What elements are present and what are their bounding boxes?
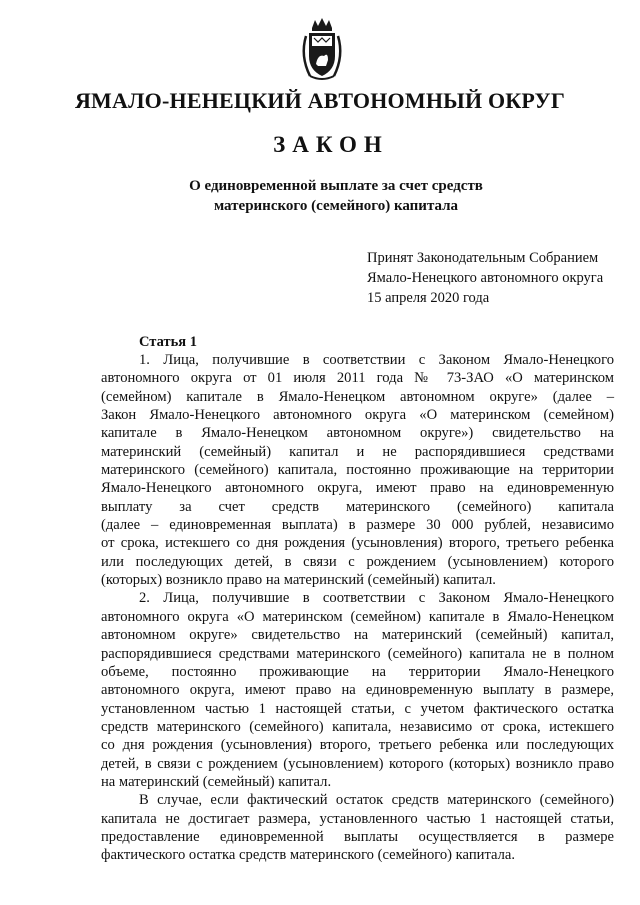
text-line: фактического остатка средств материнского (семейного) капитала. bbox=[101, 847, 516, 864]
text-line: или последующих детей, в связи с рождением (усыновлением) которого bbox=[101, 553, 614, 570]
text-line: капитале в Ямало-Ненецком автономном округе») свидетельство на bbox=[101, 425, 614, 442]
text-line: от срока, истекшего со дня рождения (усыновления) второго, третьего ребенка bbox=[101, 535, 614, 552]
text-line: установленном частью 1 настоящей статьи, с учетом фактического остатка bbox=[101, 700, 614, 717]
article-body bbox=[101, 351, 614, 865]
text-line: объеме, постоянно проживающие на территории Ямало-Ненецкого bbox=[101, 663, 614, 680]
text-line: Ямало-Ненецкого автономного округа, имеют право на единовременную bbox=[101, 480, 614, 497]
text-line: автономного округа от 01 июля 2011 года № 73-ЗАО «О материнском bbox=[101, 370, 614, 387]
text-line: детей, в связи с рождением (усыновлением) которого (которых) возникло право bbox=[101, 755, 614, 772]
subject-line: О единовременной выплате за счет средств bbox=[189, 178, 483, 194]
text-line: 2. Лица, получившие в соответствии с Законом Ямало-Ненецкого bbox=[139, 590, 614, 607]
text-line: 1. Лица, получившие в соответствии с Законом Ямало-Ненецкого bbox=[139, 352, 614, 368]
text-line: на материнский (семейный) капитал. bbox=[101, 773, 332, 790]
text-line: средств материнского (семейного) капитала, независимо от срока, истекшего bbox=[101, 718, 614, 735]
text-line: (которых) возникло право на материнский (семейный) капитал. bbox=[101, 572, 496, 589]
article-heading: Статья 1 bbox=[139, 334, 197, 350]
text-line: (далее – единовременная выплата) в размере 30 000 рублей, независимо bbox=[101, 517, 614, 534]
document-type: ЗАКОН bbox=[273, 132, 389, 157]
text-line: материнский (семейный) капитал и не распорядившиеся средствами bbox=[101, 443, 614, 460]
coat-of-arms-emblem bbox=[298, 16, 346, 82]
coat-of-arms-icon bbox=[298, 16, 346, 82]
text-line: со дня рождения (усыновления) второго, третьего ребенка или последующих bbox=[101, 737, 614, 754]
text-line: предоставление единовременной выплаты осуществляется в размере bbox=[101, 828, 614, 845]
text-line: В случае, если фактический остаток средств материнского (семейного) bbox=[139, 792, 614, 809]
subject-line: материнского (семейного) капитала bbox=[213, 198, 459, 214]
text-line: выплату за счет средств материнского (семейного) капитала bbox=[101, 498, 614, 515]
adoption-note bbox=[367, 248, 603, 308]
text-line: распорядившиеся средствами материнского (семейного) капитала не в полном bbox=[101, 645, 614, 662]
adoption-line: Ямало-Ненецкого автономного округа bbox=[367, 270, 604, 286]
text-line: автономного округа «О материнском (семейном) капитале в Ямало-Ненецком bbox=[101, 608, 614, 625]
law-subject bbox=[0, 176, 640, 216]
adoption-line: Принят Законодательным Собранием bbox=[367, 250, 599, 266]
text-line: (семейном) капитале в Ямало-Ненецком автономном округе» (далее – bbox=[101, 388, 614, 405]
text-line: капитала не достигает размера, установленного частью 1 настоящей статьи, bbox=[101, 810, 614, 827]
adoption-date: 15 апреля 2020 года bbox=[367, 290, 490, 306]
text-line: Закон Ямало-Ненецкого автономного округа «О материнском (семейном) bbox=[101, 407, 614, 424]
text-line: материнского (семейного) капитала, постоянно проживающие на территории bbox=[101, 462, 614, 479]
text-line: автономном округе» свидетельство на материнский (семейный) капитал, bbox=[101, 627, 614, 644]
text-line: автономного округа, имеют право на единовременную выплату в размере, bbox=[101, 682, 614, 699]
region-title: ЯМАЛО-НЕНЕЦКИЙ АВТОНОМНЫЙ ОКРУГ bbox=[74, 88, 566, 113]
